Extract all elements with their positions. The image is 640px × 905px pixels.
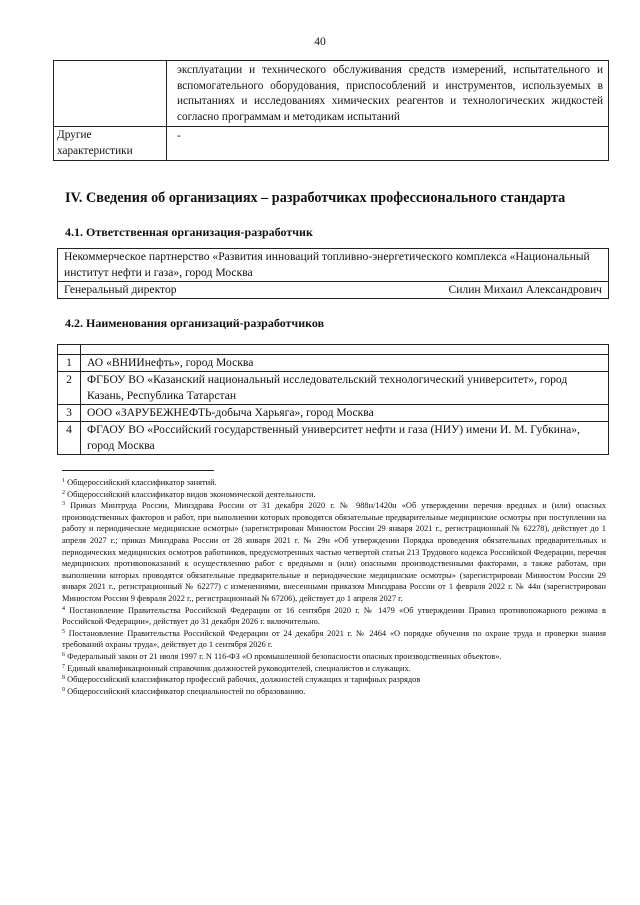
org-num: 2 (58, 372, 81, 405)
footnote-text: Общероссийский классификатор специальностей по образованию. (67, 686, 306, 696)
footnote-number: 7 (62, 663, 65, 670)
developer-orgs-table (57, 344, 609, 455)
table-row (58, 355, 609, 372)
row-text: - (167, 127, 609, 161)
org-name: Некоммерческое партнерство «Развития инноваций топливно-энергетического комплекса «Национальный институт нефти и газа», город Москва (58, 249, 609, 282)
footnotes (62, 477, 606, 697)
org-name: ФГАОУ ВО «Российский государственный университет нефти и газа (НИУ) имени И. М. Губкина», город Москва (81, 422, 609, 455)
responsible-org-title: 4.1. Ответственная организация-разработчик (65, 225, 313, 239)
footnote-number: 6 (62, 651, 65, 658)
developer-orgs-title: 4.2. Наименования организаций-разработчиков (65, 316, 325, 330)
director-position: Генеральный директор (64, 283, 177, 296)
section-title: IV. Сведения об организациях – разработчиках профессионального стандарта (65, 190, 566, 206)
footnote-text: Единый квалификационный справочник должностей руководителей, специалистов и служащих. (67, 663, 411, 673)
table-header-row (58, 345, 609, 355)
director-cell (58, 282, 609, 299)
org-num: 3 (58, 405, 81, 422)
header-cell (81, 345, 609, 355)
table-row (58, 372, 609, 405)
table-row (58, 249, 609, 282)
footnote (62, 605, 606, 628)
org-name: ООО «ЗАРУБЕЖНЕФТЬ-добыча Харьяга», город Москва (81, 405, 609, 422)
footnote-divider (62, 470, 214, 471)
org-num: 1 (58, 355, 81, 372)
org-num: 4 (58, 422, 81, 455)
footnote-text: Общероссийский классификатор профессий рабочих, должностей служащих и тарифных разрядов (67, 675, 421, 685)
footnote (62, 489, 606, 501)
responsible-org-table (57, 248, 609, 299)
row-text: эксплуатации и технического обслуживания средств измерений, испытательного и вспомогательного оборудования, приспособлений и инструментов, используемых в испытаниях и исследованиях химических реагентов и технологических жидкостей согласно программам и методикам испытаний (167, 61, 609, 127)
footnote-text: Приказ Минтруда России, Минздрава России от 31 декабря 2020 г. № 988н/1420н «Об утверждении перечня вредных и (или) опасных производственных факторов и работ, при выполнении которых проводятся обязательные предварительные медицинские осмотры при поступлении на работу и периодические медицинские осмотры» (зарегистрирован Минюстом России 29 января 2021 г., регистрационный № 62278), действует до 1 апреля 2027 г.; приказ Минздрава России от 28 января 2021 г. № 29н «Об утверждении Порядка проведения обязательных предварительных и периодических медицинских осмотров работников, предусмотренных частью четвертой статьи 213 Трудового кодекса Российской Федерации, перечня медицинских противопоказаний к осуществлению работ с вредными и (или) опасными производственными факторами, а также работам, при выполнении которых проводятся обязательные предварительные и периодические медицинские осмотры» (зарегистрирован Минюстом России 29 января 2021 г., регистрационный № 62277) с изменениями, внесенными приказом Минздрава России от 1 февраля 2022 г. № 44н (зарегистрирован Минюстом России 9 февраля 2022 г., регистрационный № 67206), действует до 1 апреля 2027 г. (62, 501, 607, 603)
footnote-text: Общероссийский классификатор видов экономической деятельности. (67, 489, 316, 499)
page-number: 40 (314, 36, 326, 48)
footnote-text: Постановление Правительства Российской Федерации от 16 сентября 2020 г. № 1479 «Об утверждении Правил противопожарного режима в Российской Федерации», действует до 31 декабря 2026 г. включительно. (62, 605, 606, 627)
org-name: АО «ВНИИнефть», город Москва (81, 355, 609, 372)
footnote (62, 663, 606, 675)
row-label: Другие характеристики (54, 127, 167, 161)
table-row (54, 127, 609, 161)
footnote (62, 477, 606, 489)
footnote-number: 9 (62, 686, 65, 693)
footnote-number: 8 (62, 675, 65, 682)
table-row (58, 422, 609, 455)
org-name: ФГБОУ ВО «Казанский национальный исследовательский технологический университет», город Казань, Республика Татарстан (81, 372, 609, 405)
header-cell (58, 345, 81, 355)
footnote-text: Постановление Правительства Российской Федерации от 24 декабря 2021 г. № 2464 «О порядке обучения по охране труда и проверки знания требований охраны труда», действует до 1 сентября 2026 г. (62, 628, 606, 650)
director-line (64, 282, 602, 298)
footnote-number: 3 (62, 501, 65, 508)
footnote-number: 2 (62, 489, 65, 496)
footnote-number: 5 (62, 628, 65, 635)
footnote-number: 4 (62, 605, 65, 612)
footnote (62, 686, 606, 698)
table-row (58, 282, 609, 299)
footnote (62, 674, 606, 686)
table-row (58, 405, 609, 422)
footnote-text: Федеральный закон от 21 июля 1997 г. N 116-ФЗ «О промышленной безопасности опасных производственных объектов». (67, 651, 502, 661)
footnote (62, 628, 606, 651)
footnote-text: Общероссийский классификатор занятий. (67, 478, 217, 487)
table-row (54, 61, 609, 127)
footnote-number: 1 (62, 478, 65, 484)
footnote (62, 500, 606, 604)
row-label (54, 61, 167, 127)
footnote (62, 651, 606, 663)
director-name: Силин Михаил Александрович (448, 283, 602, 296)
characteristics-table (53, 60, 609, 161)
